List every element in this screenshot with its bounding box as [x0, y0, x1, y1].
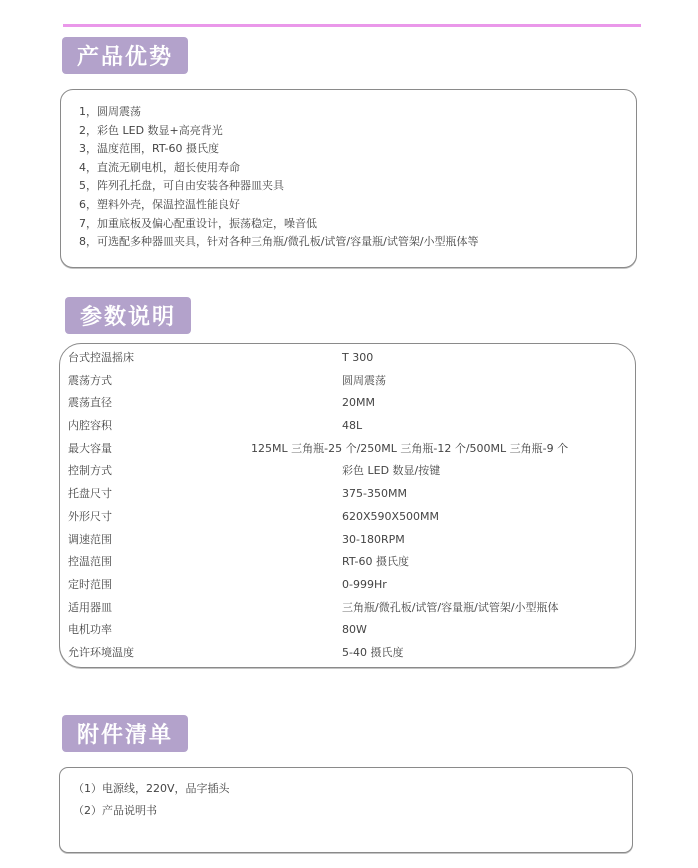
table-row [68, 574, 628, 597]
list-item: 6，塑料外壳，保温控温性能良好 [79, 197, 240, 211]
list-item: 7，加重底板及偏心配重设计，振荡稳定，噪音低 [79, 216, 317, 230]
spec-label: 允许环境温度 [68, 645, 134, 659]
table-row [68, 551, 628, 574]
spec-label: 托盘尺寸 [68, 487, 112, 501]
accessories-title: 附件清单 [62, 715, 188, 752]
spec-value: 20MM [342, 396, 375, 410]
advantages-title: 产品优势 [62, 37, 188, 74]
spec-value: 80W [342, 623, 367, 637]
spec-value: 125ML 三角瓶-25 个/250ML 三角瓶-12 个/500ML 三角瓶-9 个 [251, 441, 569, 455]
specs-table [68, 347, 628, 665]
table-row [68, 460, 628, 483]
table-row [68, 642, 628, 665]
list-item: （2）产品说明书 [73, 804, 157, 817]
spec-label: 震荡方式 [68, 373, 112, 387]
spec-label: 最大容量 [68, 441, 112, 455]
spec-label: 控温范围 [68, 555, 112, 569]
spec-value: RT-60 摄氏度 [342, 555, 410, 569]
accessories-list [73, 778, 230, 822]
list-item: 1，圆周震荡 [79, 105, 141, 118]
list-item: 4，直流无刷电机，超长使用寿命 [79, 160, 240, 174]
spec-value: 30-180RPM [342, 532, 405, 546]
list-item: 3，温度范围，RT-60 摄氏度 [79, 142, 220, 156]
table-row [68, 438, 628, 461]
advantages-panel [60, 89, 637, 268]
table-row [68, 483, 628, 506]
spec-label: 调速范围 [68, 532, 112, 546]
top-divider [63, 24, 641, 27]
spec-value: T 300 [342, 351, 374, 364]
spec-label: 内腔容积 [68, 419, 112, 433]
spec-label: 外形尺寸 [68, 509, 112, 523]
list-item: 2，彩色 LED 数显+高亮背光 [79, 123, 223, 137]
spec-value: 620X590X500MM [342, 509, 440, 523]
table-row [68, 370, 628, 393]
spec-label: 电机功率 [68, 623, 112, 637]
list-item: 8，可选配多种器皿夹具，针对各种三角瓶/微孔板/试管/容量瓶/试管架/小型瓶体等 [79, 235, 479, 249]
table-row [68, 529, 628, 552]
spec-value: 圆周震荡 [342, 373, 386, 387]
advantages-list [79, 103, 479, 252]
spec-value: 彩色 LED 数显/按键 [342, 464, 441, 478]
list-item: 5，阵列孔托盘，可自由安装各种器皿夹具 [79, 179, 284, 193]
list-item: （1）电源线，220V，品字插头 [73, 782, 230, 795]
spec-label: 控制方式 [68, 464, 112, 478]
table-row [68, 347, 628, 370]
table-row [68, 392, 628, 415]
accessories-panel [59, 767, 633, 853]
specs-title: 参数说明 [65, 297, 191, 334]
table-row [68, 597, 628, 620]
spec-value: 三角瓶/微孔板/试管/容量瓶/试管架/小型瓶体 [342, 600, 559, 614]
table-row [68, 506, 628, 529]
spec-label: 定时范围 [68, 577, 112, 591]
table-row [68, 619, 628, 642]
spec-label: 台式控温摇床 [68, 351, 134, 364]
spec-value: 48L [342, 419, 363, 433]
spec-value: 375-350MM [342, 487, 407, 501]
spec-label: 适用器皿 [68, 600, 112, 614]
spec-value: 0-999Hr [342, 577, 387, 591]
spec-label: 震荡直径 [68, 396, 112, 410]
spec-value: 5-40 摄氏度 [342, 645, 404, 659]
table-row [68, 415, 628, 438]
